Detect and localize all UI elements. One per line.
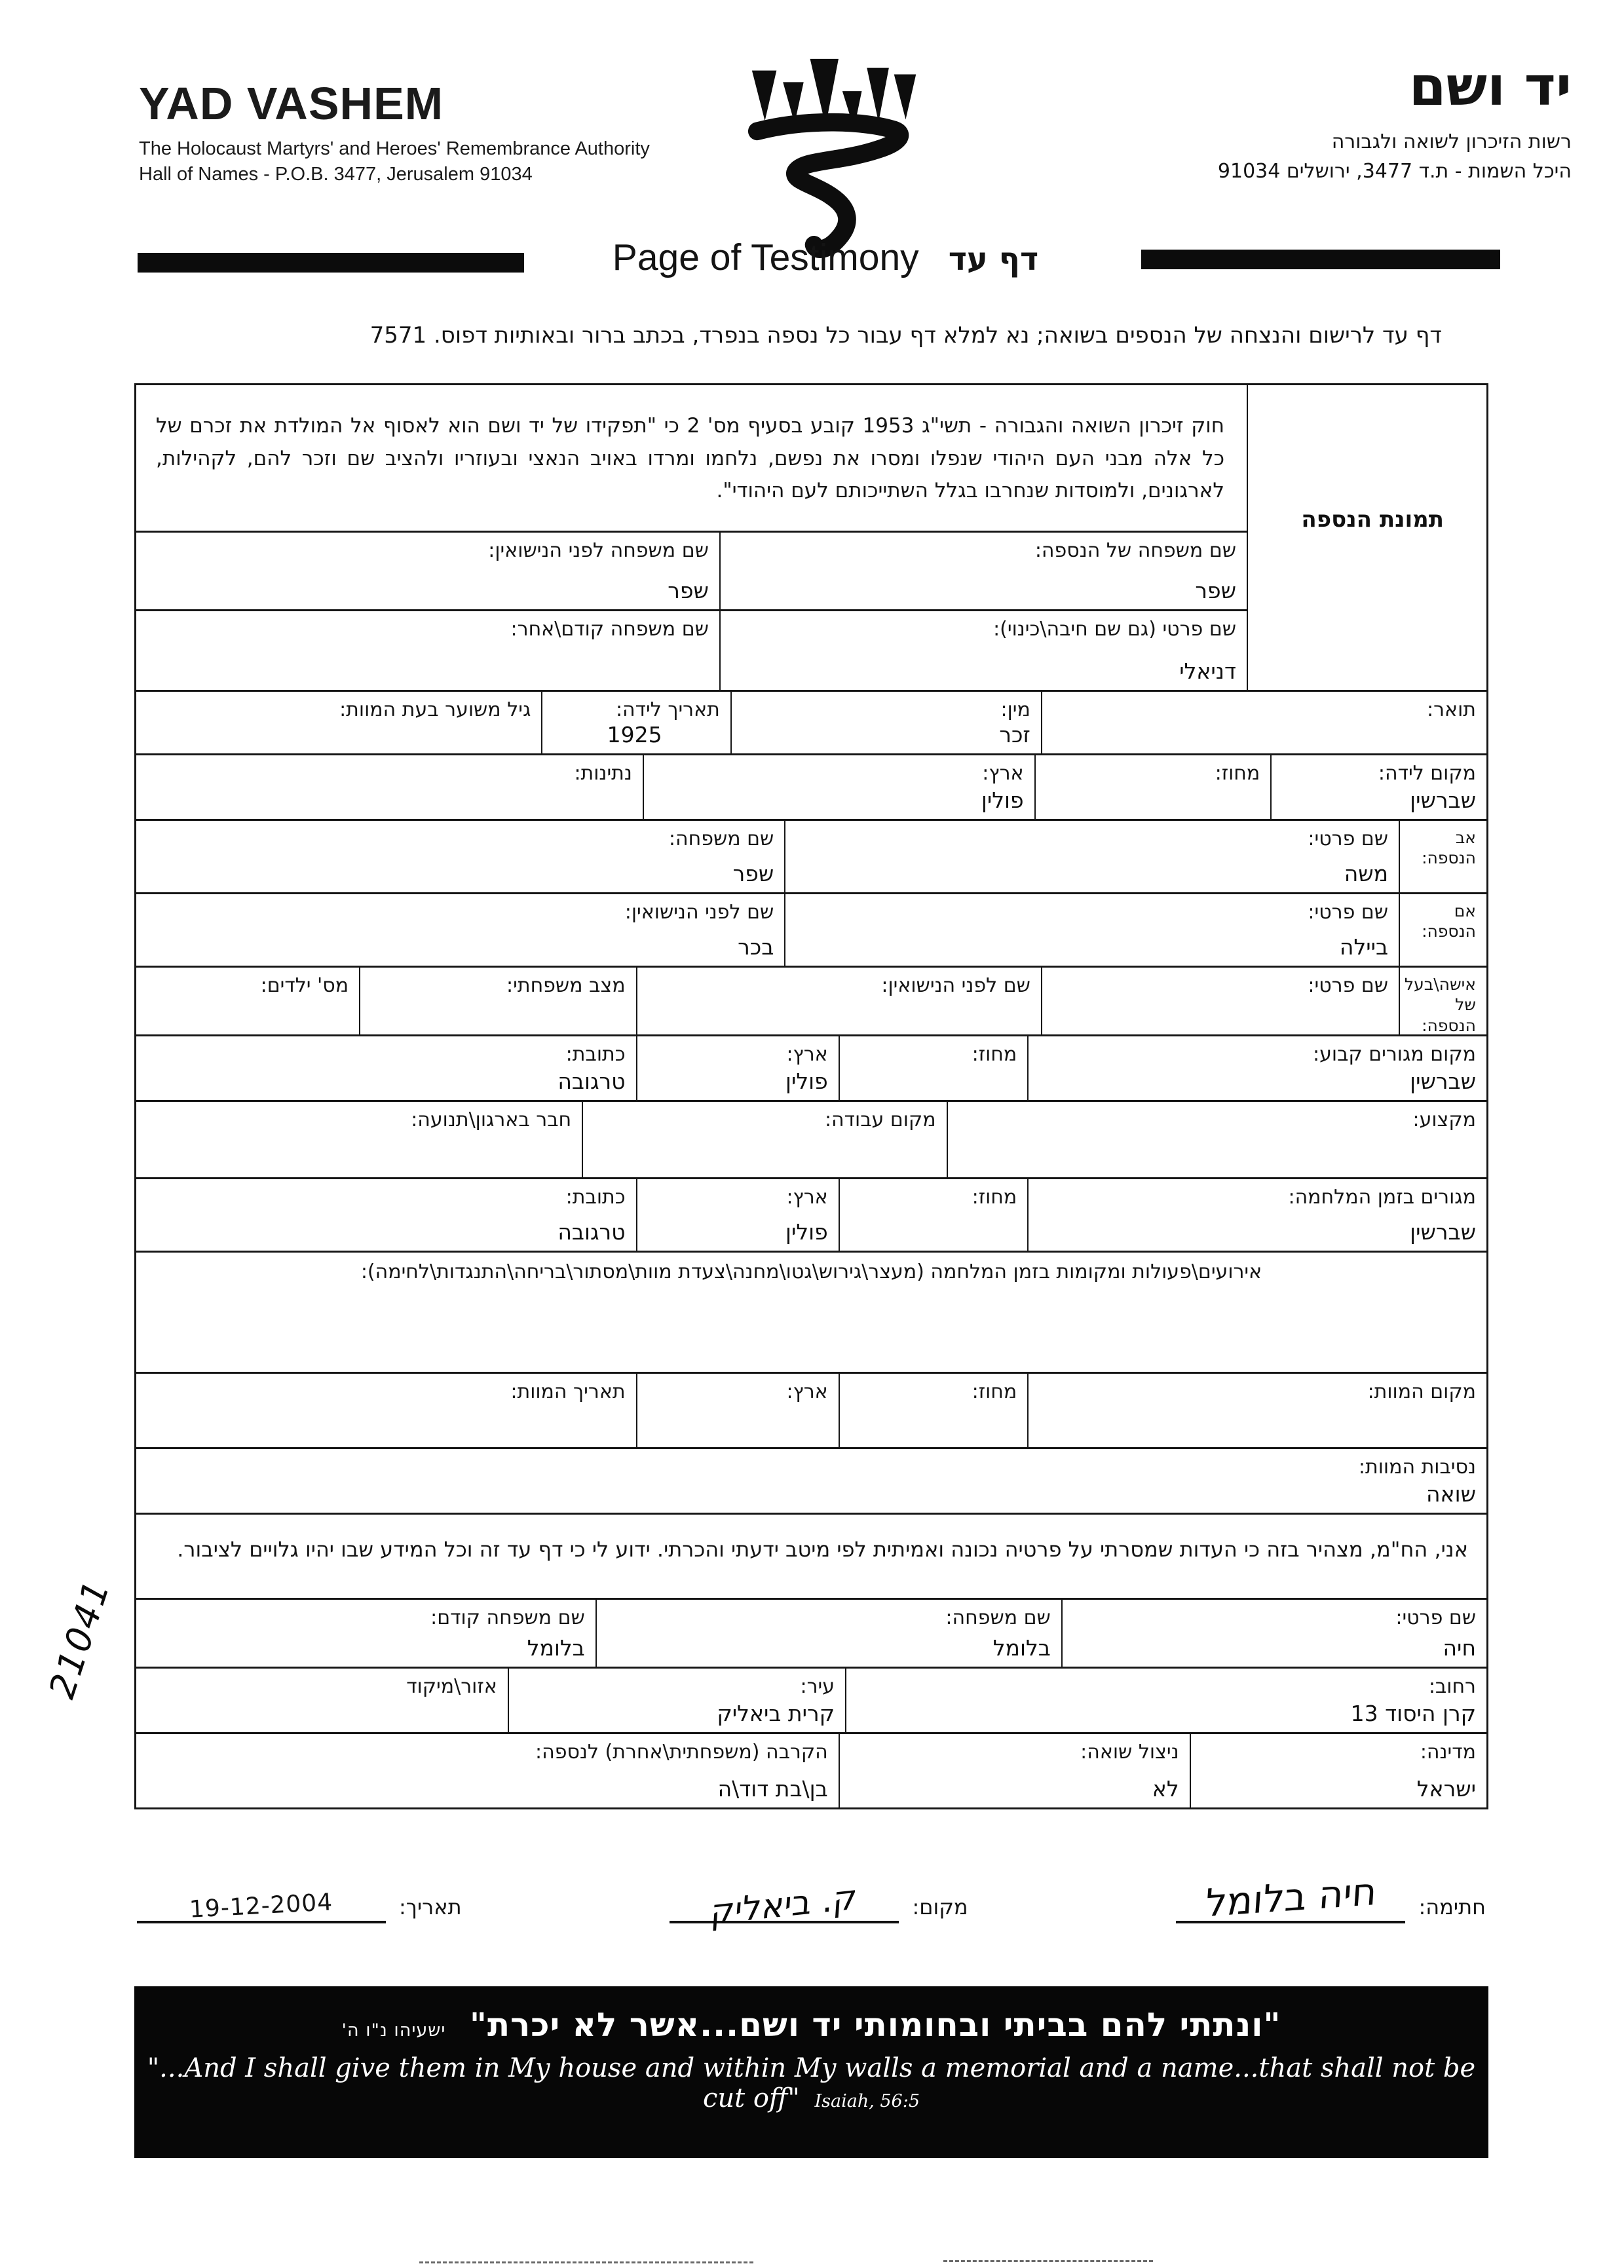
previous-surname-label: שם משפחה קודם\אחר: xyxy=(510,618,709,641)
submitter-country-value: ישראל xyxy=(1416,1776,1476,1802)
row-permanent-residence xyxy=(136,1036,1486,1102)
org-authority-line: The Holocaust Martyrs' and Heroes' Remembrance Authority xyxy=(139,138,650,159)
submitter-zip-value xyxy=(143,1726,497,1728)
title-bar-right xyxy=(1141,250,1500,269)
death-circumstances-label: נסיבות המוות: xyxy=(1358,1456,1476,1479)
field-surname xyxy=(719,533,1247,609)
row-title-gender-birth xyxy=(136,690,1486,755)
footer-quote-hebrew-citation: ישעיהו נ"ו ה' xyxy=(341,2020,446,2041)
workplace-value xyxy=(590,1171,935,1173)
field-submitter-first-name xyxy=(1061,1600,1486,1667)
row-wartime-events xyxy=(136,1253,1486,1374)
page-title-he: דף עד xyxy=(948,241,1039,278)
marital-status-label: מצב משפחתי: xyxy=(506,974,626,997)
field-death-place xyxy=(1027,1374,1486,1447)
holocaust-survivor-label: ניצול שואה: xyxy=(1080,1741,1179,1764)
footer-quote-hebrew xyxy=(134,2006,1488,2044)
mother-first-name-label: שם פרטי: xyxy=(1308,901,1389,924)
field-citizenship xyxy=(136,755,643,819)
wartime-country-label: ארץ: xyxy=(786,1186,828,1209)
death-district-value xyxy=(846,1441,1017,1443)
field-submitter-previous-surname xyxy=(136,1600,595,1667)
scan-artifact-line xyxy=(943,2260,1153,2262)
date-group xyxy=(137,1889,462,1923)
document-title xyxy=(576,236,1074,279)
title-bar-left xyxy=(138,253,524,273)
date-line xyxy=(137,1889,386,1923)
signature-label: חתימה: xyxy=(1418,1895,1486,1919)
residence-country-label: ארץ: xyxy=(786,1043,828,1066)
field-residence-country xyxy=(636,1036,839,1100)
submitter-surname-value: בלומל xyxy=(992,1635,1051,1661)
field-relation-to-victim xyxy=(136,1734,839,1807)
father-first-name-value: משה xyxy=(1344,861,1389,886)
field-marital-status xyxy=(359,968,636,1034)
footer-quote-english-citation: Isaiah, 56:5 xyxy=(814,2091,920,2111)
field-title xyxy=(1041,692,1486,753)
field-gender xyxy=(730,692,1041,753)
row-surname xyxy=(136,533,1247,611)
field-maiden-name xyxy=(136,533,719,609)
birth-country-value: פולין xyxy=(981,787,1024,813)
row-death-place xyxy=(136,1374,1486,1449)
org-address-line-he: היכל השמות - ת.ד 3477, ירושלים 91034 xyxy=(1217,160,1572,183)
footer-quote-english-text: "...And I shall give them in My house and within My walls a memorial and a name...that shall not be cut off" xyxy=(147,2053,1476,2113)
wartime-address-value: טרגובה xyxy=(557,1219,626,1245)
children-count-label: מס' ילדים: xyxy=(260,974,349,997)
place-group xyxy=(670,1877,968,1933)
death-date-label: תאריך המוות: xyxy=(510,1380,626,1403)
father-first-name-label: שם פרטי: xyxy=(1308,827,1389,850)
residence-address-label: כתובת: xyxy=(565,1043,626,1066)
death-place-label: מקום המוות: xyxy=(1367,1380,1476,1403)
title-field-value xyxy=(1049,747,1476,749)
testimony-form-table xyxy=(134,383,1488,1809)
submitter-city-value: קרית ביאליק xyxy=(717,1701,835,1726)
field-death-circumstances xyxy=(136,1449,1486,1513)
field-mother-maiden-name xyxy=(136,894,784,966)
field-mother-first-name xyxy=(784,894,1399,966)
surname-value: שפר xyxy=(1195,578,1236,603)
field-organization-membership xyxy=(136,1102,582,1177)
field-residence-place xyxy=(1027,1036,1486,1100)
citizenship-label: נתינות: xyxy=(574,762,632,785)
footer-quote-band xyxy=(134,1986,1488,2158)
signature-section xyxy=(134,1868,1488,1933)
field-previous-surname xyxy=(136,611,719,690)
field-wartime-country xyxy=(636,1179,839,1251)
mother-maiden-name-label: שם לפני הנישואין: xyxy=(624,901,774,924)
row-occupation xyxy=(136,1102,1486,1179)
row-submitter-country xyxy=(136,1734,1486,1807)
submitter-previous-surname-label: שם משפחה קודם: xyxy=(430,1606,585,1629)
field-birth-place xyxy=(1270,755,1486,819)
wartime-district-value xyxy=(846,1245,1017,1247)
death-country-label: ארץ: xyxy=(786,1380,828,1403)
occupation-value xyxy=(954,1171,1476,1173)
submitter-zip-label: אזור\מיקוד xyxy=(406,1675,497,1698)
org-block-en xyxy=(139,77,650,187)
place-label: מקום: xyxy=(912,1895,968,1919)
wartime-district-label: מחוז: xyxy=(972,1186,1017,1209)
row-declaration xyxy=(136,1515,1486,1600)
form-instruction-line: דף עד לרישום והנצחה של הנספים בשואה; נא למלא דף עבור כל נספה בנפרד, בכתב ברור ובאותיות דפוס. 7571 xyxy=(369,322,1442,349)
field-residence-district xyxy=(839,1036,1028,1100)
field-children-count xyxy=(136,968,359,1034)
maiden-name-value: שפר xyxy=(668,578,709,603)
row-birth-place xyxy=(136,755,1486,821)
org-subtitle-en xyxy=(139,136,650,187)
birth-place-label: מקום לידה: xyxy=(1378,762,1476,785)
relation-to-victim-label: הקרבה (משפחתית\אחרת) לנספה: xyxy=(535,1741,828,1764)
law-text: חוק זיכרון השואה והגבורה - תשי"ג 1953 קובע בסעיף מס' 2 כי "תפקידו של יד ושם הוא לאסוף אל המולדת את זכרם של כל אלה מבני העם היהודי שנפלו ומסרו את נפשם, נלחמו ומרדו באויב הנאצי ובעוזריו ולהציב שם וזכר להם, לקהילות, לארגונים, ולמוסדות שנחרבו בגלל השתייכותם לעם היהודי". xyxy=(136,385,1247,533)
spouse-first-name-value xyxy=(1049,1029,1388,1030)
previous-surname-value xyxy=(143,684,709,686)
mother-first-name-value: ביילה xyxy=(1339,934,1389,960)
field-submitter-city xyxy=(508,1669,845,1732)
victim-photo-box xyxy=(1247,385,1486,690)
submitter-previous-surname-value: בלומל xyxy=(527,1635,585,1661)
row-first-name xyxy=(136,611,1247,690)
birth-place-value: שברשין xyxy=(1410,787,1476,813)
birth-date-value: 1925 xyxy=(607,722,662,747)
mother-section-label-cell xyxy=(1399,894,1486,966)
row-death-circumstances xyxy=(136,1449,1486,1515)
spouse-section-label-line1: אישה\בעל xyxy=(1404,975,1476,994)
handwritten-place: ק. ביאליק xyxy=(709,1877,859,1933)
residence-district-value xyxy=(846,1094,1017,1096)
title-field-label: תואר: xyxy=(1427,698,1476,721)
declaration-text: אני, הח"מ, מצהיר בזה כי העדות שמסרתי על פרטיה נכונה ואמיתית לפי מיטב ידעתי והכרתי. ידוע לי כי דף עד זה וכל המידע שבו יהיו גלויים לציבור. xyxy=(177,1537,1468,1562)
org-authority-line-he: רשות הזיכרון לשואה ולגבורה xyxy=(1331,130,1572,153)
wartime-events-label: אירועים\פעולות ומקומות בזמן המלחמה (מעצר\גירוש\גטו\מחנה\צעדת מוות\מסתור\בריחה\התנגדות\לחימה): xyxy=(360,1260,1262,1283)
wartime-country-value: פולין xyxy=(785,1219,828,1245)
field-submitter-surname xyxy=(595,1600,1061,1667)
field-wartime-address xyxy=(136,1179,636,1251)
age-at-death-label: גיל משוער בעת המוות: xyxy=(339,698,531,721)
residence-place-label: מקום מגורים קבוע: xyxy=(1313,1043,1476,1066)
place-line xyxy=(670,1877,899,1933)
spouse-section-label-line2: של הנספה: xyxy=(1422,995,1476,1035)
residence-address-value: טרגובה xyxy=(557,1068,626,1094)
row-father xyxy=(136,821,1486,894)
surname-label: שם משפחה של הנספה: xyxy=(1034,539,1236,562)
father-surname-label: שם משפחה: xyxy=(668,827,774,850)
row-submitter-names xyxy=(136,1600,1486,1669)
death-date-value xyxy=(143,1441,626,1443)
organization-membership-value xyxy=(143,1171,571,1173)
citizenship-value xyxy=(143,813,632,815)
marital-status-value xyxy=(367,1029,626,1030)
org-subtitle-he xyxy=(1218,127,1572,186)
gender-label: מין: xyxy=(1000,698,1030,721)
row-mother xyxy=(136,894,1486,968)
field-first-name xyxy=(719,611,1247,690)
residence-country-value: פולין xyxy=(785,1068,828,1094)
birth-district-label: מחוז: xyxy=(1215,762,1260,785)
form-top-section xyxy=(136,385,1486,690)
wartime-place-value: שברשין xyxy=(1410,1219,1476,1245)
field-father-surname xyxy=(136,821,784,892)
field-holocaust-survivor xyxy=(839,1734,1190,1807)
mother-section-label: אם הנספה: xyxy=(1422,901,1476,941)
field-age-at-death xyxy=(136,692,541,753)
mother-maiden-name-value: בכר xyxy=(738,934,774,960)
date-value: 19-12-2004 xyxy=(189,1889,334,1923)
field-birth-district xyxy=(1034,755,1271,819)
field-workplace xyxy=(582,1102,946,1177)
field-death-date xyxy=(136,1374,636,1447)
org-block-he xyxy=(1217,56,1572,186)
birth-district-value xyxy=(1042,813,1260,815)
footer-quote-english xyxy=(134,2053,1488,2113)
father-section-label-cell xyxy=(1399,821,1486,892)
occupation-label: מקצוע: xyxy=(1412,1108,1476,1131)
death-country-value xyxy=(644,1441,828,1443)
submitter-first-name-label: שם פרטי: xyxy=(1395,1606,1476,1629)
relation-to-victim-value: בן\בת דוד\ה xyxy=(717,1776,828,1802)
wartime-place-label: מגורים בזמן המלחמה: xyxy=(1288,1186,1476,1209)
submitter-street-value: קרן היסוד 13 xyxy=(1350,1701,1476,1726)
father-surname-value: שפר xyxy=(732,861,774,886)
org-name-en: YAD VASHEM xyxy=(139,78,444,129)
maiden-name-label: שם משפחה לפני הנישואין: xyxy=(488,539,709,562)
submitter-country-label: מדינה: xyxy=(1420,1741,1476,1764)
date-label: תאריך: xyxy=(399,1895,462,1919)
field-birth-date xyxy=(541,692,730,753)
death-district-label: מחוז: xyxy=(972,1380,1017,1403)
signature-group xyxy=(1176,1868,1486,1926)
submitter-street-label: רחוב: xyxy=(1428,1675,1476,1698)
death-place-value xyxy=(1035,1441,1476,1443)
first-name-label: שם פרטי (גם שם חיבה\כינוי): xyxy=(993,618,1236,641)
submitter-city-label: עיר: xyxy=(800,1675,835,1698)
father-section-label: אב הנספה: xyxy=(1422,828,1476,868)
gender-value: זכר xyxy=(999,722,1030,747)
field-wartime-district xyxy=(839,1179,1028,1251)
photo-box-label: תמונת הנספה xyxy=(1301,506,1444,533)
field-residence-address xyxy=(136,1036,636,1100)
first-name-value: דניאלי xyxy=(1179,658,1236,684)
wartime-address-label: כתובת: xyxy=(565,1186,626,1209)
form-top-main xyxy=(136,385,1247,690)
spouse-section-label-cell xyxy=(1399,968,1486,1034)
signature-line xyxy=(1176,1868,1405,1926)
death-circumstances-value: שואה xyxy=(1426,1481,1476,1507)
age-at-death-value xyxy=(143,747,531,749)
handwritten-margin-number: 21041 xyxy=(41,1574,119,1704)
birth-country-label: ארץ: xyxy=(982,762,1024,785)
spouse-first-name-label: שם פרטי: xyxy=(1308,974,1389,997)
field-spouse-maiden-name xyxy=(636,968,1041,1034)
org-name-he: יד ושם xyxy=(1408,56,1572,118)
field-occupation xyxy=(947,1102,1486,1177)
submitter-first-name-value: חיה xyxy=(1443,1635,1476,1661)
holocaust-survivor-value: לא xyxy=(1152,1776,1179,1802)
handwritten-signature: חיה בלומל xyxy=(1203,1868,1378,1926)
submitter-surname-label: שם משפחה: xyxy=(945,1606,1051,1629)
field-submitter-country xyxy=(1190,1734,1486,1807)
children-count-value xyxy=(143,1029,349,1030)
field-birth-country xyxy=(643,755,1034,819)
field-father-first-name xyxy=(784,821,1399,892)
field-submitter-zip xyxy=(136,1669,508,1732)
birth-date-label: תאריך לידה: xyxy=(615,698,720,721)
organization-membership-label: חבר בארגון\תנועה: xyxy=(411,1108,572,1131)
row-submitter-address xyxy=(136,1669,1486,1734)
row-spouse xyxy=(136,968,1486,1036)
field-submitter-street xyxy=(845,1669,1486,1732)
page-title-en: Page of Testimony xyxy=(612,236,919,278)
spouse-maiden-name-value xyxy=(644,1029,1030,1030)
field-death-district xyxy=(839,1374,1028,1447)
scan-artifact-line xyxy=(419,2261,753,2263)
footer-quote-hebrew-text: "ונתתי להם בביתי ובחומותי יד ושם...אשר לא יכרת" xyxy=(469,2006,1281,2044)
field-spouse-first-name xyxy=(1041,968,1399,1034)
workplace-label: מקום עבודה: xyxy=(824,1108,936,1131)
field-wartime-place xyxy=(1027,1179,1486,1251)
field-death-country xyxy=(636,1374,839,1447)
spouse-maiden-name-label: שם לפני הנישואין: xyxy=(881,974,1030,997)
org-address-line: Hall of Names - P.O.B. 3477, Jerusalem 91034 xyxy=(139,164,533,185)
row-wartime-residence xyxy=(136,1179,1486,1253)
residence-place-value: שברשין xyxy=(1410,1068,1476,1094)
residence-district-label: מחוז: xyxy=(972,1043,1017,1066)
